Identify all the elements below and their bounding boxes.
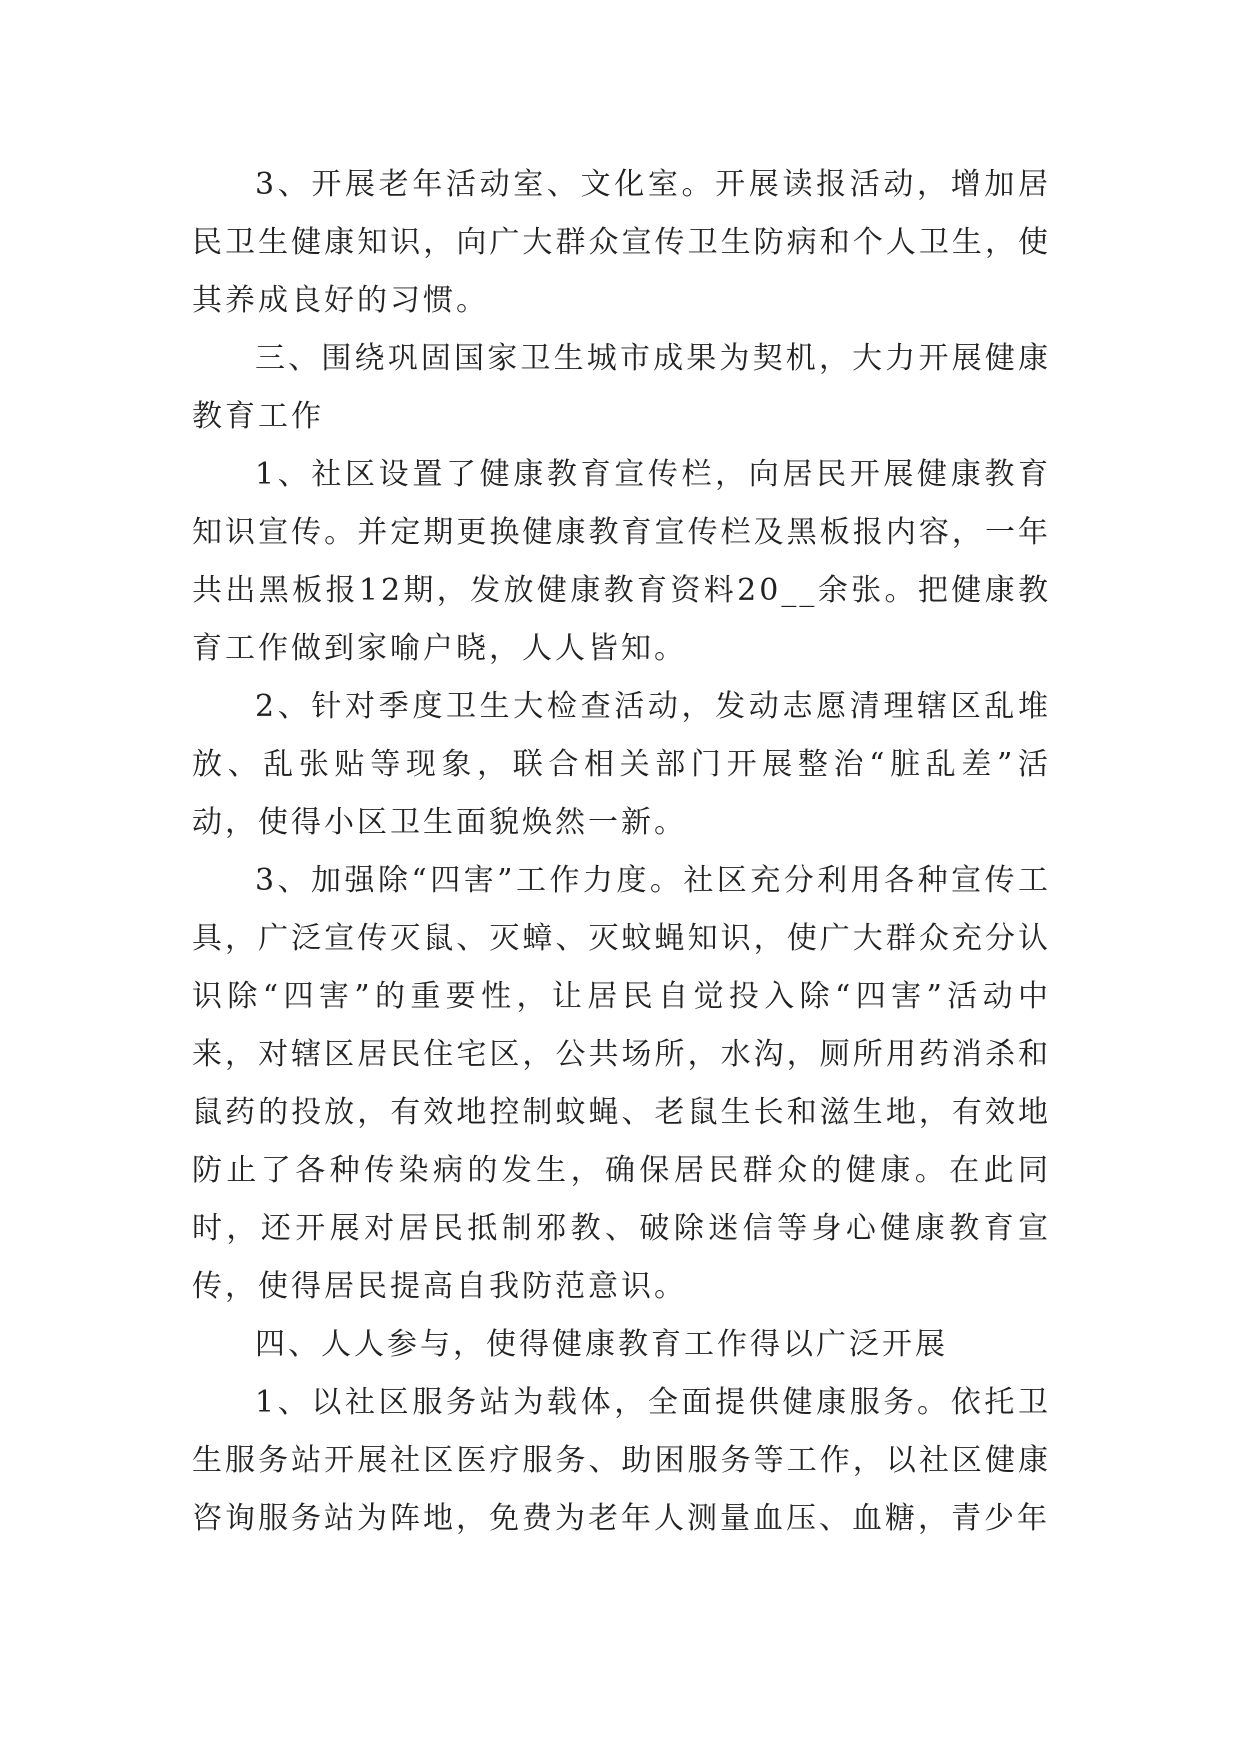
- section-heading-three: 三、围绕巩固国家卫生城市成果为契机，大力开展健康教育工作: [192, 341, 1051, 434]
- document-body: [192, 156, 1051, 1548]
- paragraph-sanitation-inspection: 2、针对季度卫生大检查活动，发动志愿清理辖区乱堆放、乱张贴等现象，联合相关部门开展整治“脏乱差”活动，使得小区卫生面貌焕然一新。: [192, 689, 1051, 840]
- paragraph-four-pests: 3、加强除“四害”工作力度。社区充分利用各种宣传工具，广泛宣传灭鼠、灭蟑、灭蚊蝇知识，使广大群众充分认识除“四害”的重要性，让居民自觉投入除“四害”活动中来，对辖区居民住宅区，公共场所，水沟，厕所用药消杀和鼠药的投放，有效地控制蚊蝇、老鼠生长和滋生地，有效地防止了各种传染病的发生，确保居民群众的健康。在此同时，还开展对居民抵制邪教、破除迷信等身心健康教育宣传，使得居民提高自我防范意识。: [192, 863, 1051, 1304]
- paragraph-service-station: 1、以社区服务站为载体，全面提供健康服务。依托卫生服务站开展社区医疗服务、助困服务等工作，以社区健康咨询服务站为阵地，免费为老年人测量血压、血糖，青少年: [192, 1385, 1051, 1536]
- paragraph-bulletin-board: 1、社区设置了健康教育宣传栏，向居民开展健康教育知识宣传。并定期更换健康教育宣传栏及黑板报内容，一年共出黑板报12期，发放健康教育资料20__余张。把健康教育工作做到家喻户晓，人人皆知。: [192, 457, 1051, 666]
- section-heading-four: 四、人人参与，使得健康教育工作得以广泛开展: [255, 1327, 948, 1362]
- paragraph-activity-room: 3、开展老年活动室、文化室。开展读报活动，增加居民卫生健康知识，向广大群众宣传卫生防病和个人卫生，使其养成良好的习惯。: [192, 167, 1051, 318]
